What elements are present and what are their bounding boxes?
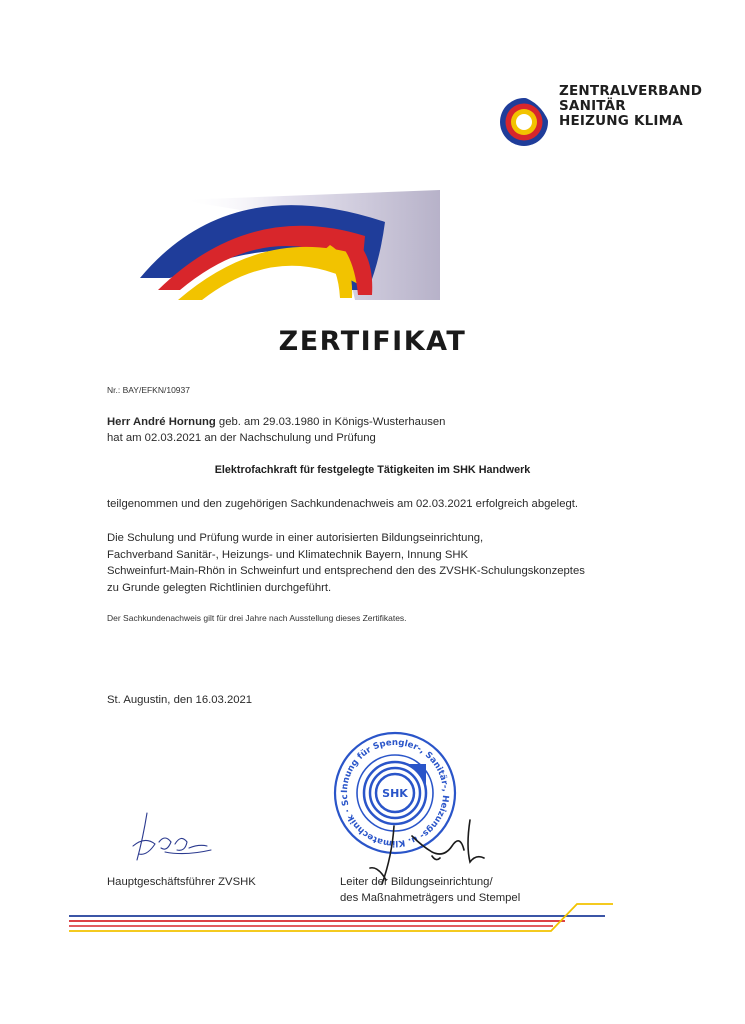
signature-icon: [125, 808, 215, 868]
place-date: St. Augustin, den 16.03.2021: [107, 694, 253, 706]
logo: [498, 96, 550, 148]
validity-note: Der Sachkundenachweis gilt für drei Jahre nach Ausstellung dieses Zertifikates.: [107, 613, 407, 623]
recipient-birth: geb. am 29.03.1980 in Königs-Wusterhausen: [215, 416, 446, 428]
zvshk-logo-icon: [498, 96, 550, 148]
stamp-center-text: SHK: [382, 787, 408, 800]
logo-text: [559, 84, 702, 129]
footer-stripes: [65, 896, 615, 936]
training-line-3: Schweinfurt-Main-Rhön in Schweinfurt und entsprechend den des ZVSHK-Schulungskonzeptes: [107, 565, 585, 577]
recipient-name: Herr André Hornung: [107, 416, 216, 428]
training-paragraph: [107, 530, 585, 596]
logo-line-3: HEIZUNG KLIMA: [559, 113, 683, 129]
logo-line-2: SANITÄR: [559, 98, 626, 114]
footer-stripes-icon: [65, 896, 615, 936]
left-signature-label: Hauptgeschäftsführer ZVSHK: [107, 876, 256, 888]
training-line-1: Die Schulung und Prüfung wurde in einer autorisierten Bildungseinrichtung,: [107, 532, 484, 544]
certificate-number: Nr.: BAY/EFKN/10937: [107, 385, 190, 395]
certificate-title: ZERTIFIKAT: [278, 326, 467, 357]
recipient-line-2: hat am 02.03.2021 an der Nachschulung und Prüfung: [107, 432, 376, 444]
recipient-line-1: [107, 414, 445, 431]
training-line-4: zu Grunde gelegten Richtlinien durchgeführt.: [107, 581, 332, 594]
stamp-ring-text: Innung für Spengler-, Sanitär-, Heizungs- u. Klimatechnik · Sc: [339, 737, 451, 849]
right-signature-line-1: Leiter der Bildungseinrichtung/: [340, 876, 493, 888]
training-line-2: Fachverband Sanitär-, Heizungs- und Klimatechnik Bayern, Innung SHK: [107, 548, 469, 561]
swoosh-graphic: [140, 190, 450, 300]
swoosh-arcs-icon: [140, 190, 450, 300]
left-signature: [125, 808, 215, 868]
logo-line-1: ZENTRALVERBAND: [559, 83, 703, 99]
right-signature-line-2: des Maßnahmeträgers und Stempel: [340, 892, 521, 904]
completion-text: teilgenommen und den zugehörigen Sachkundenachweis am 02.03.2021 erfolgreich abgelegt.: [107, 498, 579, 510]
course-name: Elektrofachkraft für festgelegte Tätigkeiten im SHK Handwerk: [214, 464, 531, 476]
